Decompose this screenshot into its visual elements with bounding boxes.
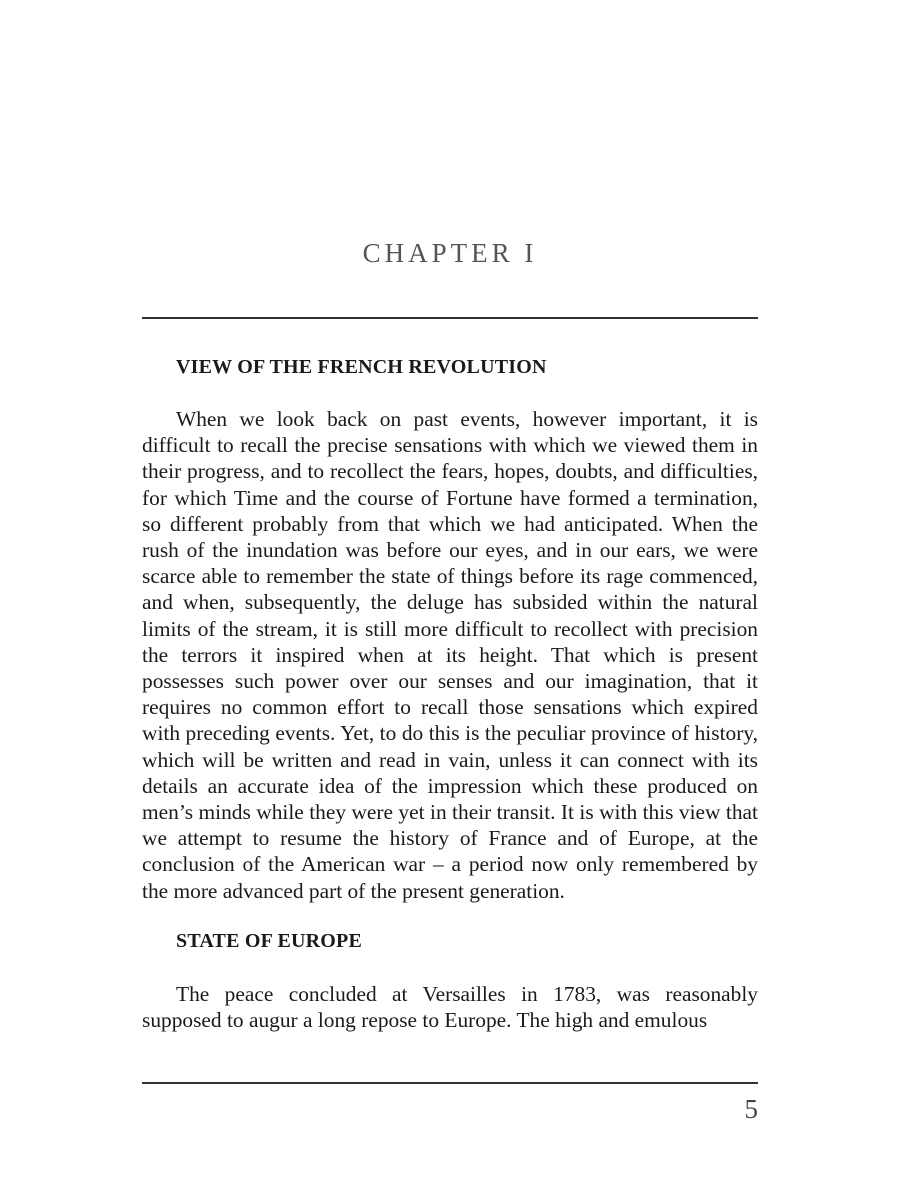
paragraph-text: The peace concluded at Versailles in 1783, was reasonably supposed to augur a long repose to Europe. The high and emulous — [142, 982, 758, 1033]
section-heading-french-revolution: VIEW OF THE FRENCH REVOLUTION — [176, 356, 547, 378]
section-heading-state-of-europe: STATE OF EUROPE — [176, 930, 362, 952]
paragraph-french-revolution — [142, 406, 758, 904]
chapter-title: CHAPTER I — [362, 238, 538, 268]
top-divider — [142, 317, 758, 319]
page-number: 5 — [744, 1094, 758, 1124]
bottom-divider — [142, 1082, 758, 1084]
paragraph-state-of-europe — [142, 981, 758, 1033]
paragraph-text: When we look back on past events, however important, it is difficult to recall the precise sensations with which we viewed them in their progress, and to recollect the fears, hopes, doubts, and difficulties, for which Time and the course of Fortune have formed a termination, so different probably from that which we had anticipated. When the rush of the inundation was before our eyes, and in our ears, we were scarce able to remember the state of things before its rage commenced, and when, subsequently, the deluge has subsided within the natural limits of the stream, it is still more difficult to recollect with precision the terrors it inspired when at its height. That which is present possesses such power over our senses and our imagination, that it requires no common effort to recall those sensations which expired with preceding events. Yet, to do this is the peculiar province of history, which will be written and read in vain, unless it can connect with its details an accurate idea of the impression which these produced on men’s minds while they were yet in their transit. It is with this view that we attempt to resume the history of France and of Europe, at the conclusion of the American war – a period now only remembered by the more advanced part of the present generation. — [142, 407, 758, 903]
